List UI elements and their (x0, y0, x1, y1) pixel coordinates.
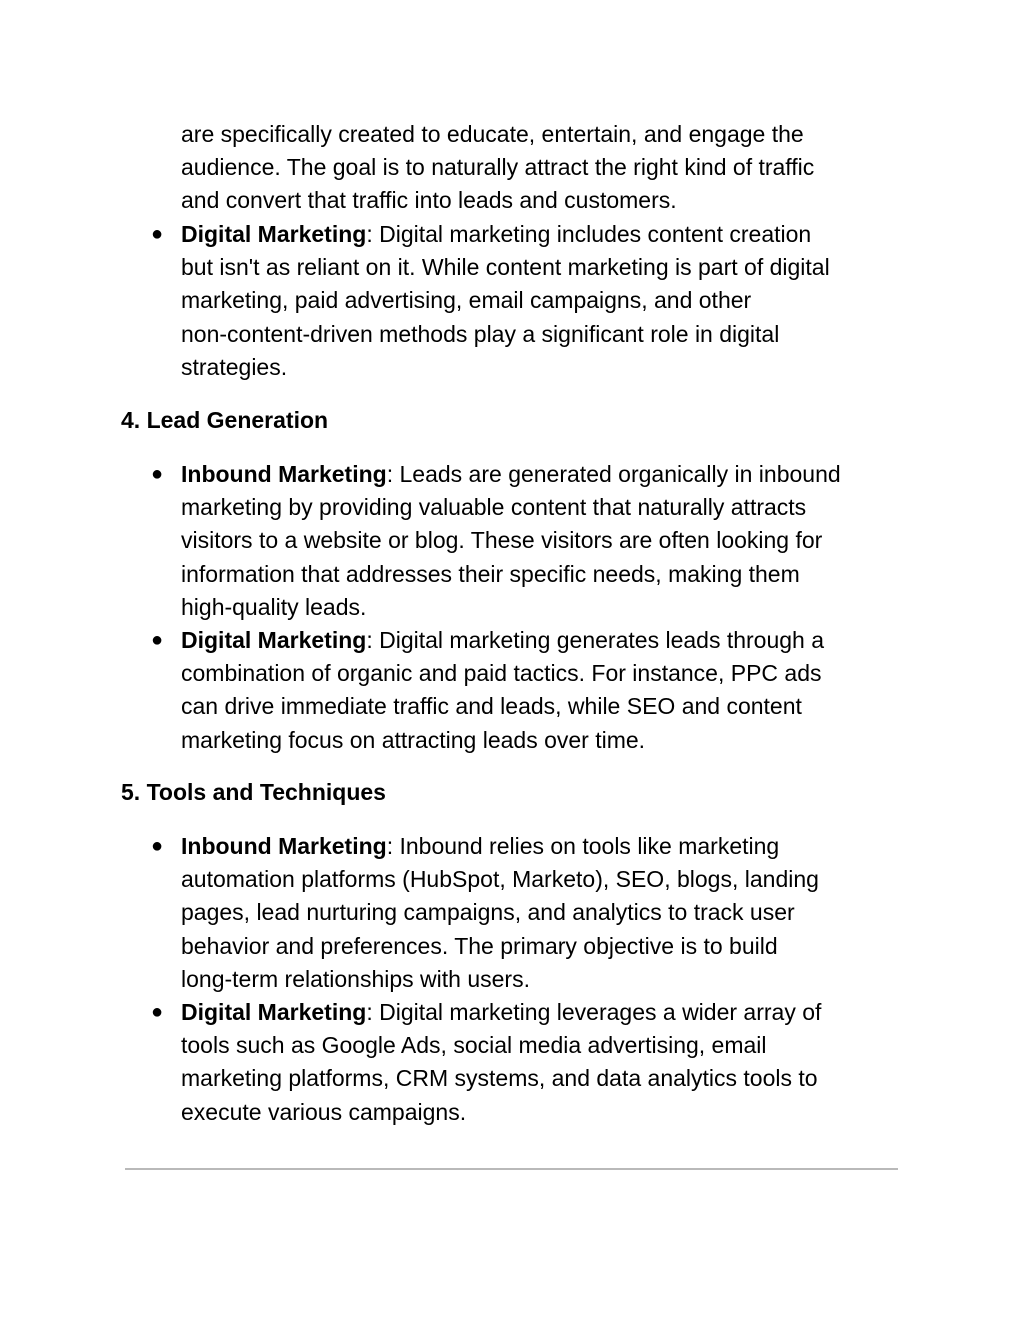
text-line: high-quality leads. (181, 593, 367, 620)
bullet-icon: ● (151, 835, 164, 857)
text-line (181, 458, 911, 491)
text-line: long-term relationships with users. (181, 965, 530, 992)
text-line: audience. The goal is to naturally attract the right kind of traffic (181, 154, 815, 181)
section-heading-tools-and-techniques: 5. Tools and Techniques (121, 779, 386, 805)
text-line (181, 830, 911, 863)
horizontal-divider (125, 1168, 898, 1170)
text-line: pages, lead nurturing campaigns, and analytics to track user (181, 899, 795, 926)
text-line: marketing platforms, CRM systems, and data analytics tools to (181, 1065, 818, 1092)
text-line: non-content-driven methods play a significant role in digital (181, 320, 780, 347)
term-label: Inbound Marketing (181, 833, 387, 859)
bullet-icon: ● (151, 1001, 164, 1023)
list-item-continuation (181, 118, 911, 218)
text-line (181, 218, 911, 251)
text-line: marketing, paid advertising, email campaigns, and other (181, 287, 752, 314)
text-line (181, 624, 911, 657)
bullet-icon: ● (151, 223, 164, 245)
text-fragment: : Digital marketing leverages a wider array of (366, 999, 822, 1025)
text-line (181, 996, 911, 1029)
text-line: combination of organic and paid tactics. For instance, PPC ads (181, 660, 822, 687)
text-line: information that addresses their specific needs, making them (181, 560, 800, 587)
text-line: can drive immediate traffic and leads, while SEO and content (181, 693, 802, 720)
text-line: but isn't as reliant on it. While content marketing is part of digital (181, 254, 830, 281)
list-item-digital-lead-generation (151, 624, 911, 757)
list-item-digital-tools (151, 996, 911, 1129)
text-line: automation platforms (HubSpot, Marketo), SEO, blogs, landing (181, 866, 819, 893)
text-line: strategies. (181, 353, 288, 380)
text-fragment: : Digital marketing includes content creation (366, 221, 812, 247)
text-line: are specifically created to educate, entertain, and engage the (181, 121, 804, 147)
section-heading-lead-generation: 4. Lead Generation (121, 407, 329, 433)
bullet-icon: ● (151, 629, 164, 651)
text-line: marketing by providing valuable content that naturally attracts (181, 494, 807, 521)
bullet-icon: ● (151, 463, 164, 485)
text-line: and convert that traffic into leads and customers. (181, 187, 677, 214)
text-line: behavior and preferences. The primary objective is to build (181, 932, 778, 959)
list-item-inbound-tools (151, 830, 911, 996)
term-label: Digital Marketing (181, 999, 367, 1025)
list-item-inbound-lead-generation (151, 458, 911, 624)
text-line: visitors to a website or blog. These visitors are often looking for (181, 527, 823, 554)
text-line: marketing focus on attracting leads over time. (181, 726, 646, 753)
text-fragment: : Inbound relies on tools like marketing (386, 833, 780, 859)
text-fragment: : Digital marketing generates leads through a (366, 627, 825, 653)
term-label: Digital Marketing (181, 627, 367, 653)
text-fragment: : Leads are generated organically in inbound (386, 461, 841, 487)
text-line: tools such as Google Ads, social media advertising, email (181, 1032, 767, 1059)
term-label: Digital Marketing (181, 221, 367, 247)
term-label: Inbound Marketing (181, 461, 387, 487)
text-line: execute various campaigns. (181, 1098, 467, 1125)
list-item-digital-marketing-content (151, 218, 911, 384)
